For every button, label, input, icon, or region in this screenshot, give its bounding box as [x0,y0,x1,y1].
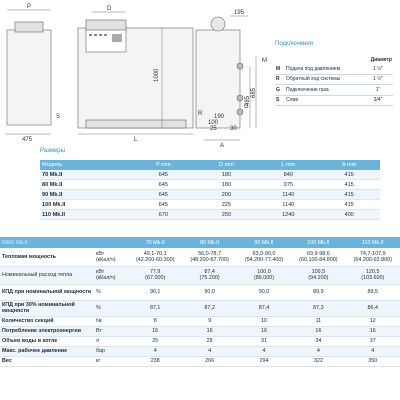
dim-485: 485 [245,95,251,106]
side-view-top [15,22,43,32]
table-row: Потребление электроэнергии Вт 16 16 16 16 16 [0,326,400,336]
dim-l: L [134,137,138,143]
table-row: КПД при номинальной мощности % 90,1 90,0 90,0 89,9 89,5 [0,284,400,300]
spec-header-row: RMG Mk.II 70 Mk.II 80 Mk.II 90 Mk.II 100 Mk.II 110 Mk.II [0,237,400,248]
control-button [104,34,107,36]
table-row: 80 Mk.II 645 180 975 415 [40,180,380,190]
rear-connection-icon [237,63,243,69]
table-row: G Подключение газа 1" [275,85,393,96]
table-row: 90 Mk.II 645 200 1140 415 [40,190,380,200]
dim-475: 475 [22,137,33,143]
table-row: R Обратный ход системы 1 ½" [275,74,393,85]
side-view-body [7,30,51,125]
table-row: 100 Mk.II 645 225 1140 415 [40,200,380,210]
table-row: 110 Mk.II 670 250 1240 400 [40,210,380,220]
dim-a: A [220,143,225,148]
table-row: Номинальный расход тепла кВт (кКал/ч) 77,9 (67.000) 87,4 (75.200) 100,0 (86.000) 109,5 (94.200) 120,5 (103.600) [0,266,400,284]
rear-connection-icon [237,109,243,115]
table-row: Вес кг 238 266 294 322 350 [0,356,400,366]
dim-100: 100 [208,120,219,126]
dim-d: D [107,6,112,12]
control-button [94,34,97,36]
table-row: КПД при 30% номинальной мощности % 87,1 87,2 87,4 87,3 86,4 [0,300,400,316]
marker-s-side: S [56,114,61,120]
connections-table [275,56,393,106]
table-row: 70 Mk.II 645 180 840 415 [40,170,380,180]
dim-685: 685 [251,87,257,98]
table-row: Макс. рабочее давление бар 4 4 4 4 4 [0,346,400,356]
front-view-base [86,120,186,128]
control-button [89,34,92,36]
dim-p: P [27,4,32,10]
connections-title: Подключения [275,41,313,47]
connections-diameter-header: Диаметр [370,57,392,63]
control-button [99,34,102,36]
sizes-table [40,160,380,220]
marker-r: R [198,111,203,117]
dim-1000: 1000 [154,68,160,82]
table-row: Тепловая мощность кВт (кКал/ч) 49,1-70,1 (42.200-60.300) 56,0-78,7 (48.200-67.700) 63,0-90,0 (54.200-77.400) 69,9-98,6 (60.100-84.800) 74,7-107,9 (64.200-92.800) [0,248,400,266]
table-row: S Слив 3/4" [275,95,393,106]
marker-m: M [262,58,267,64]
dim-195: 195 [234,10,245,16]
dim-190: 190 [214,114,225,120]
table-row: Количество секций № 8 9 10 11 12 [0,316,400,326]
marker-g: G [244,104,249,110]
flue-outlet [211,17,225,31]
table-row: Объем воды в котле л 25 28 31 34 37 [0,336,400,346]
sizes-header-row: Модель P mm D mm L mm A mm [40,160,380,170]
table-row: M Подача под давлением 1 ½" [275,64,393,74]
boiler-drawing [0,0,270,148]
rear-connection-icon [237,95,243,101]
control-display [112,34,122,42]
sizes-title: Размеры [40,148,65,154]
spec-table [0,237,400,367]
dim-30: 30 [230,126,237,132]
dim-25: 25 [210,126,217,132]
